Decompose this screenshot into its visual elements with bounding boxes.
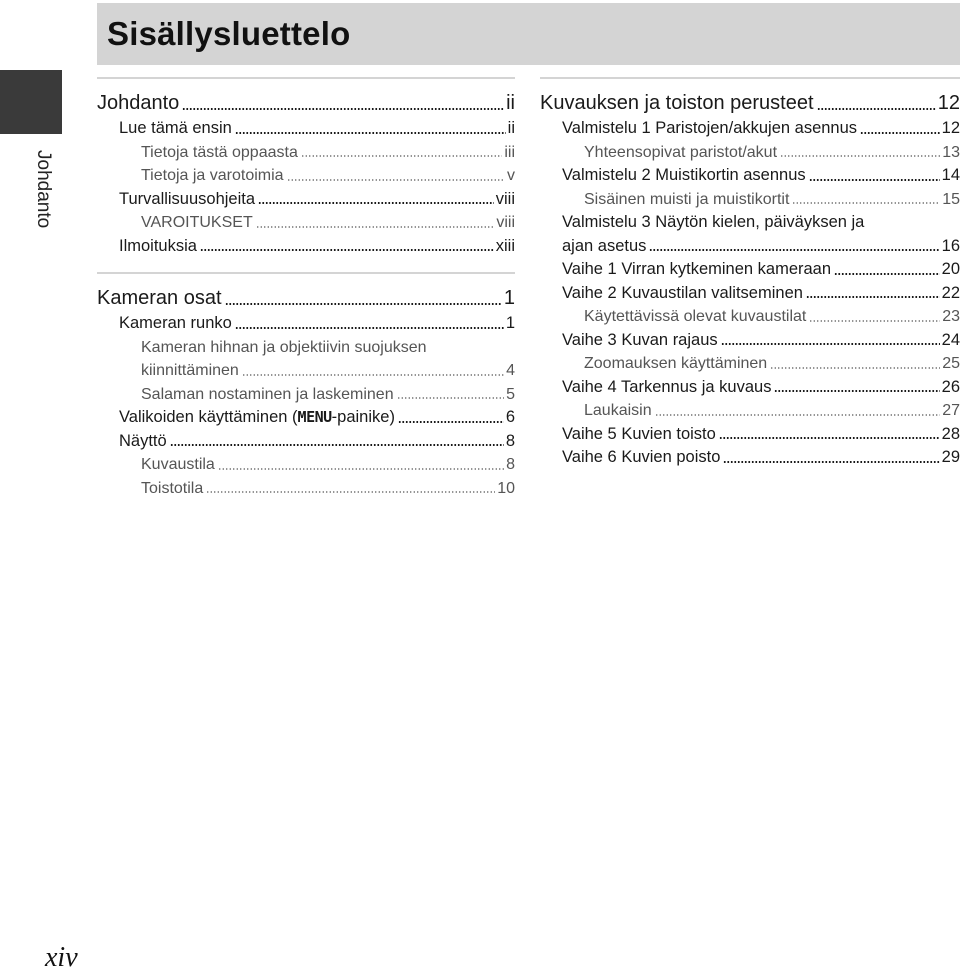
toc-entry-title: VAROITUKSET [141, 214, 253, 231]
toc-entry-vaihe-4[interactable] [540, 376, 960, 400]
toc-entry-title: kiinnittäminen [141, 362, 239, 379]
toc-entry-page: 23 [942, 308, 960, 325]
title-part: Valikoiden käyttäminen ( [119, 408, 298, 426]
toc-entry-title: Näyttö [119, 431, 167, 450]
dot-leader [770, 366, 940, 370]
toc-entry-page: ii [506, 92, 515, 114]
toc-section-intro [97, 77, 515, 258]
toc-entry-title: Toistotila [141, 479, 204, 497]
toc-entry-title: Salaman nostaminen ja laskeminen [141, 385, 394, 403]
toc-entry-page: 1 [505, 314, 515, 332]
toc-entry-page: v [507, 167, 515, 184]
toc-entry-title: Kameran runko [119, 314, 232, 332]
title-part: -painike) [331, 408, 395, 426]
toc-entry-kameran-runko[interactable] [97, 312, 515, 336]
toc-entry-salaman-nostaminen[interactable] [97, 383, 515, 407]
toc-entry-valmistelu-3-line1[interactable]: Valmistelu 3 Näytön kielen, päiväyksen ja [562, 213, 865, 231]
toc-entry-turvallisuusohjeita[interactable] [97, 188, 515, 212]
toc-entry-varoitukset[interactable] [97, 211, 515, 235]
side-tab-marker [0, 70, 62, 134]
toc-entry-page: 28 [941, 424, 960, 443]
toc-entry-page: 15 [942, 190, 960, 208]
toc-entry-ajan-asetus[interactable] [540, 235, 960, 259]
dot-leader [242, 373, 504, 377]
menu-button-icon: MENU [297, 408, 332, 426]
toc-entry-toistotila[interactable] [97, 477, 515, 501]
page-number: xiv [45, 942, 78, 973]
toc-entry-kameran-osat[interactable] [97, 284, 515, 312]
toc-entry-title: Vaihe 5 Kuvien toisto [562, 424, 716, 443]
toc-entry-kaytettavissa-kuvaustilat[interactable] [540, 305, 960, 329]
toc-left-column [97, 77, 515, 500]
dot-leader [225, 302, 502, 306]
toc-entry-title [119, 406, 395, 430]
toc-entry-valikoiden-kayttaminen[interactable] [97, 406, 515, 430]
page-title: Sisällysluettelo [107, 15, 351, 52]
side-tab-label: Johdanto [33, 150, 54, 229]
toc-entry-page: 8 [506, 456, 515, 473]
toc-entry-page: 24 [941, 330, 960, 349]
toc-entry-naytto[interactable] [97, 430, 515, 454]
toc-entry-page: 6 [505, 408, 515, 426]
dot-leader [200, 248, 494, 252]
toc-entry-title: Käytettävissä olevat kuvaustilat [584, 308, 807, 325]
dot-leader [397, 396, 505, 400]
toc-section-perusteet [540, 77, 960, 470]
toc-entry-page: 25 [942, 355, 960, 372]
toc-entry-ilmoituksia[interactable] [97, 235, 515, 259]
toc-entry-zoomauksen-kayttaminen[interactable] [540, 352, 960, 376]
toc-entry-page: 20 [941, 260, 960, 278]
dot-leader [218, 467, 504, 471]
toc-entry-page: 12 [937, 92, 960, 114]
title-bar [97, 3, 960, 65]
toc-entry-title: Laukaisin [584, 402, 652, 419]
toc-entry-hihnan-kiinnittaminen[interactable] [97, 359, 515, 383]
toc-entry-yhteensopivat-paristot[interactable] [540, 141, 960, 165]
toc-entry-title: Kameran osat [97, 287, 222, 309]
toc-entry-vaihe-6[interactable] [540, 446, 960, 470]
toc-entry-vaihe-2[interactable] [540, 282, 960, 306]
dot-leader [792, 201, 940, 205]
toc-entry-title: Vaihe 2 Kuvaustilan valitseminen [562, 283, 803, 302]
toc-entry-page: 26 [941, 377, 960, 396]
toc-entry-sisainen-muisti[interactable] [540, 188, 960, 212]
toc-entry-title: Valmistelu 1 Paristojen/akkujen asennus [562, 119, 858, 137]
toc-entry-page: iii [504, 143, 515, 161]
toc-entry-page: 16 [941, 236, 960, 255]
toc-entry-page: 1 [503, 287, 515, 309]
toc-entry-page: 4 [506, 362, 515, 379]
dot-leader [809, 178, 940, 182]
toc-entry-title: Johdanto [97, 92, 180, 114]
toc-entry-hihnan-line1[interactable]: Kameran hihnan ja objektiivin suojuksen [141, 338, 427, 356]
toc-entry-title: Kuvaustila [141, 456, 215, 473]
toc-entry-johdanto[interactable] [97, 89, 515, 117]
toc-entry-page: viii [496, 214, 515, 231]
toc-entry-title: Vaihe 1 Virran kytkeminen kameraan [562, 260, 832, 278]
toc-entry-title: Tietoja tästä oppaasta [141, 143, 298, 161]
toc-entry-title: Turvallisuusohjeita [119, 189, 256, 208]
dot-leader [170, 443, 504, 447]
dot-leader [817, 107, 936, 111]
toc-entry-page: 5 [506, 385, 515, 403]
toc-entry-title: ajan asetus [562, 236, 647, 255]
toc-entry-page: 27 [942, 402, 960, 419]
toc-entry-title: Zoomauksen käyttäminen [584, 355, 768, 372]
toc-entry-valmistelu-1[interactable] [540, 117, 960, 141]
toc-entry-vaihe-3[interactable] [540, 329, 960, 353]
toc-entry-title: Tietoja ja varotoimia [141, 167, 284, 184]
toc-entry-valmistelu-2[interactable] [540, 164, 960, 188]
toc-entry-vaihe-1[interactable] [540, 258, 960, 282]
toc-entry-page: xiii [495, 236, 515, 255]
toc-entry-tietoja-varotoimia[interactable] [97, 164, 515, 188]
toc-entry-title: Ilmoituksia [119, 236, 197, 255]
toc-entry-page: 12 [941, 119, 960, 137]
dot-leader [806, 295, 940, 299]
dot-leader [301, 154, 502, 158]
toc-entry-page: ii [507, 119, 515, 137]
toc-entry-title: Vaihe 3 Kuvan rajaus [562, 330, 718, 349]
dot-leader [235, 131, 506, 135]
toc-entry-page: 14 [941, 166, 960, 184]
toc-entry-title: Kuvauksen ja toiston perusteet [540, 92, 814, 114]
dot-leader [258, 201, 494, 205]
dot-leader [719, 436, 940, 440]
toc-entry-page: 13 [942, 143, 960, 161]
dot-leader [182, 107, 504, 111]
toc-entry-title: Valmistelu 2 Muistikortin asennus [562, 166, 806, 184]
dot-leader [256, 225, 495, 229]
toc-entry-page: 10 [497, 479, 515, 497]
dot-leader [780, 154, 940, 158]
dot-leader [860, 131, 940, 135]
dot-leader [287, 178, 505, 182]
toc-entry-title: Lue tämä ensin [119, 119, 232, 137]
toc-entry-lue-tama-ensin[interactable] [97, 117, 515, 141]
toc-entry-title: Vaihe 4 Tarkennus ja kuvaus [562, 377, 772, 396]
toc-entry-kuvaustila[interactable] [97, 453, 515, 477]
dot-leader [235, 326, 504, 330]
dot-leader [649, 248, 939, 252]
dot-leader [206, 490, 495, 494]
toc-entry-vaihe-5[interactable] [540, 423, 960, 447]
toc-entry-page: 22 [941, 283, 960, 302]
toc-entry-title: Sisäinen muisti ja muistikortit [584, 190, 790, 208]
dot-leader [398, 420, 504, 424]
toc-entry-page: viii [495, 189, 515, 208]
toc-right-column [540, 77, 960, 470]
toc-entry-title: Yhteensopivat paristot/akut [584, 143, 778, 161]
dot-leader [809, 319, 940, 323]
toc-entry-perusteet[interactable] [540, 89, 960, 117]
dot-leader [774, 389, 939, 393]
dot-leader [723, 460, 939, 464]
toc-section-kameran-osat [97, 272, 515, 500]
toc-entry-page: 8 [505, 431, 515, 450]
toc-entry-laukaisin[interactable] [540, 399, 960, 423]
toc-entry-page: 29 [941, 448, 960, 466]
dot-leader [834, 272, 940, 276]
toc-entry-tietoja-oppaasta[interactable] [97, 141, 515, 165]
dot-leader [655, 413, 941, 417]
dot-leader [721, 342, 940, 346]
toc-entry-title: Vaihe 6 Kuvien poisto [562, 448, 721, 466]
